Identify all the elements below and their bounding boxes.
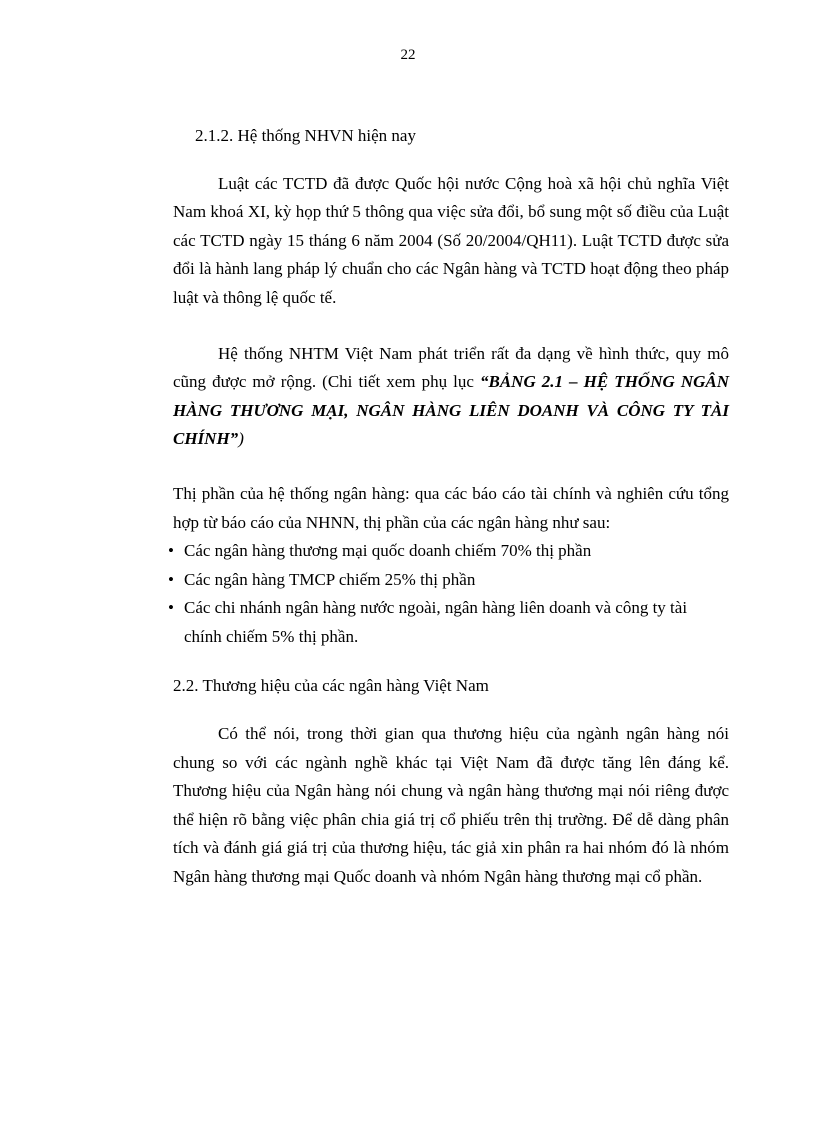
market-share-list — [168, 537, 729, 651]
page-number: 22 — [400, 47, 416, 63]
list-item — [168, 537, 729, 566]
paragraph-thuong-hieu: Có thể nói, trong thời gian qua thương hiệu của ngành ngân hàng nói chung so với các ngành nghề khác tại Việt Nam đã được tăng lên đáng kể. Thương hiệu của Ngân hàng nói chung và ngân hàng thương mại nói riêng được thể hiện rõ bằng việc phân chia giá trị cổ phiếu trên thị trường. Để dễ dàng phân tích và đánh giá giá trị của thương hiệu, tác giả xin phân ra hai nhóm đó là nhóm Ngân hàng thương mại Quốc doanh và nhóm Ngân hàng thương mại cổ phần. — [173, 724, 729, 887]
list-item-text: Các chi nhánh ngân hàng nước ngoài, ngân hàng liên doanh và công ty tài chính chiếm 5% thị phần. — [184, 598, 688, 646]
bullet-icon: • — [168, 569, 174, 589]
bullet-icon: • — [168, 541, 174, 561]
bullet-icon: • — [168, 598, 174, 618]
list-item — [168, 566, 729, 595]
paragraph-thi-phan: Thị phần của hệ thống ngân hàng: qua các báo cáo tài chính và nghiên cứu tổng hợp từ báo cáo của NHNN, thị phần của các ngân hàng như sau: — [173, 483, 729, 532]
section-heading-2-2: 2.2. Thương hiệu của các ngân hàng Việt Nam — [173, 675, 489, 695]
appendix-reference: “BẢNG 2.1 – HỆ THỐNG NGÂN HÀNG THƯƠNG MẠI, NGÂN HÀNG LIÊN DOANH VÀ CÔNG TY TÀI CHÍNH” — [173, 372, 729, 449]
closing-paren: ) — [238, 429, 244, 449]
list-item-text: Các ngân hàng thương mại quốc doanh chiếm 70% thị phần — [184, 541, 592, 561]
list-item — [168, 594, 729, 651]
paragraph-text: Hệ thống NHTM Việt Nam phát triển rất đa dạng về hình thức, quy mô cũng được mở rộng. (Chi tiết xem phụ lục — [173, 343, 729, 392]
paragraph-luat-tctd: Luật các TCTD đã được Quốc hội nước Cộng hoà xã hội chủ nghĩa Việt Nam khoá XI, kỳ họp thứ 5 thông qua việc sửa đổi, bổ sung một số điều của Luật các TCTD ngày 15 tháng 6 năm 2004 (Số 20/2004/QH11). Luật TCTD được sửa đổi là hành lang pháp lý chuẩn cho các Ngân hàng và TCTD hoạt động theo pháp luật và thông lệ quốc tế. — [173, 173, 729, 307]
list-item-text: Các ngân hàng TMCP chiếm 25% thị phần — [184, 569, 476, 589]
page-content — [168, 122, 729, 892]
section-heading-2-1-2: 2.1.2. Hệ thống NHVN hiện nay — [195, 126, 416, 145]
paragraph-he-thong-nhtm — [173, 340, 729, 454]
